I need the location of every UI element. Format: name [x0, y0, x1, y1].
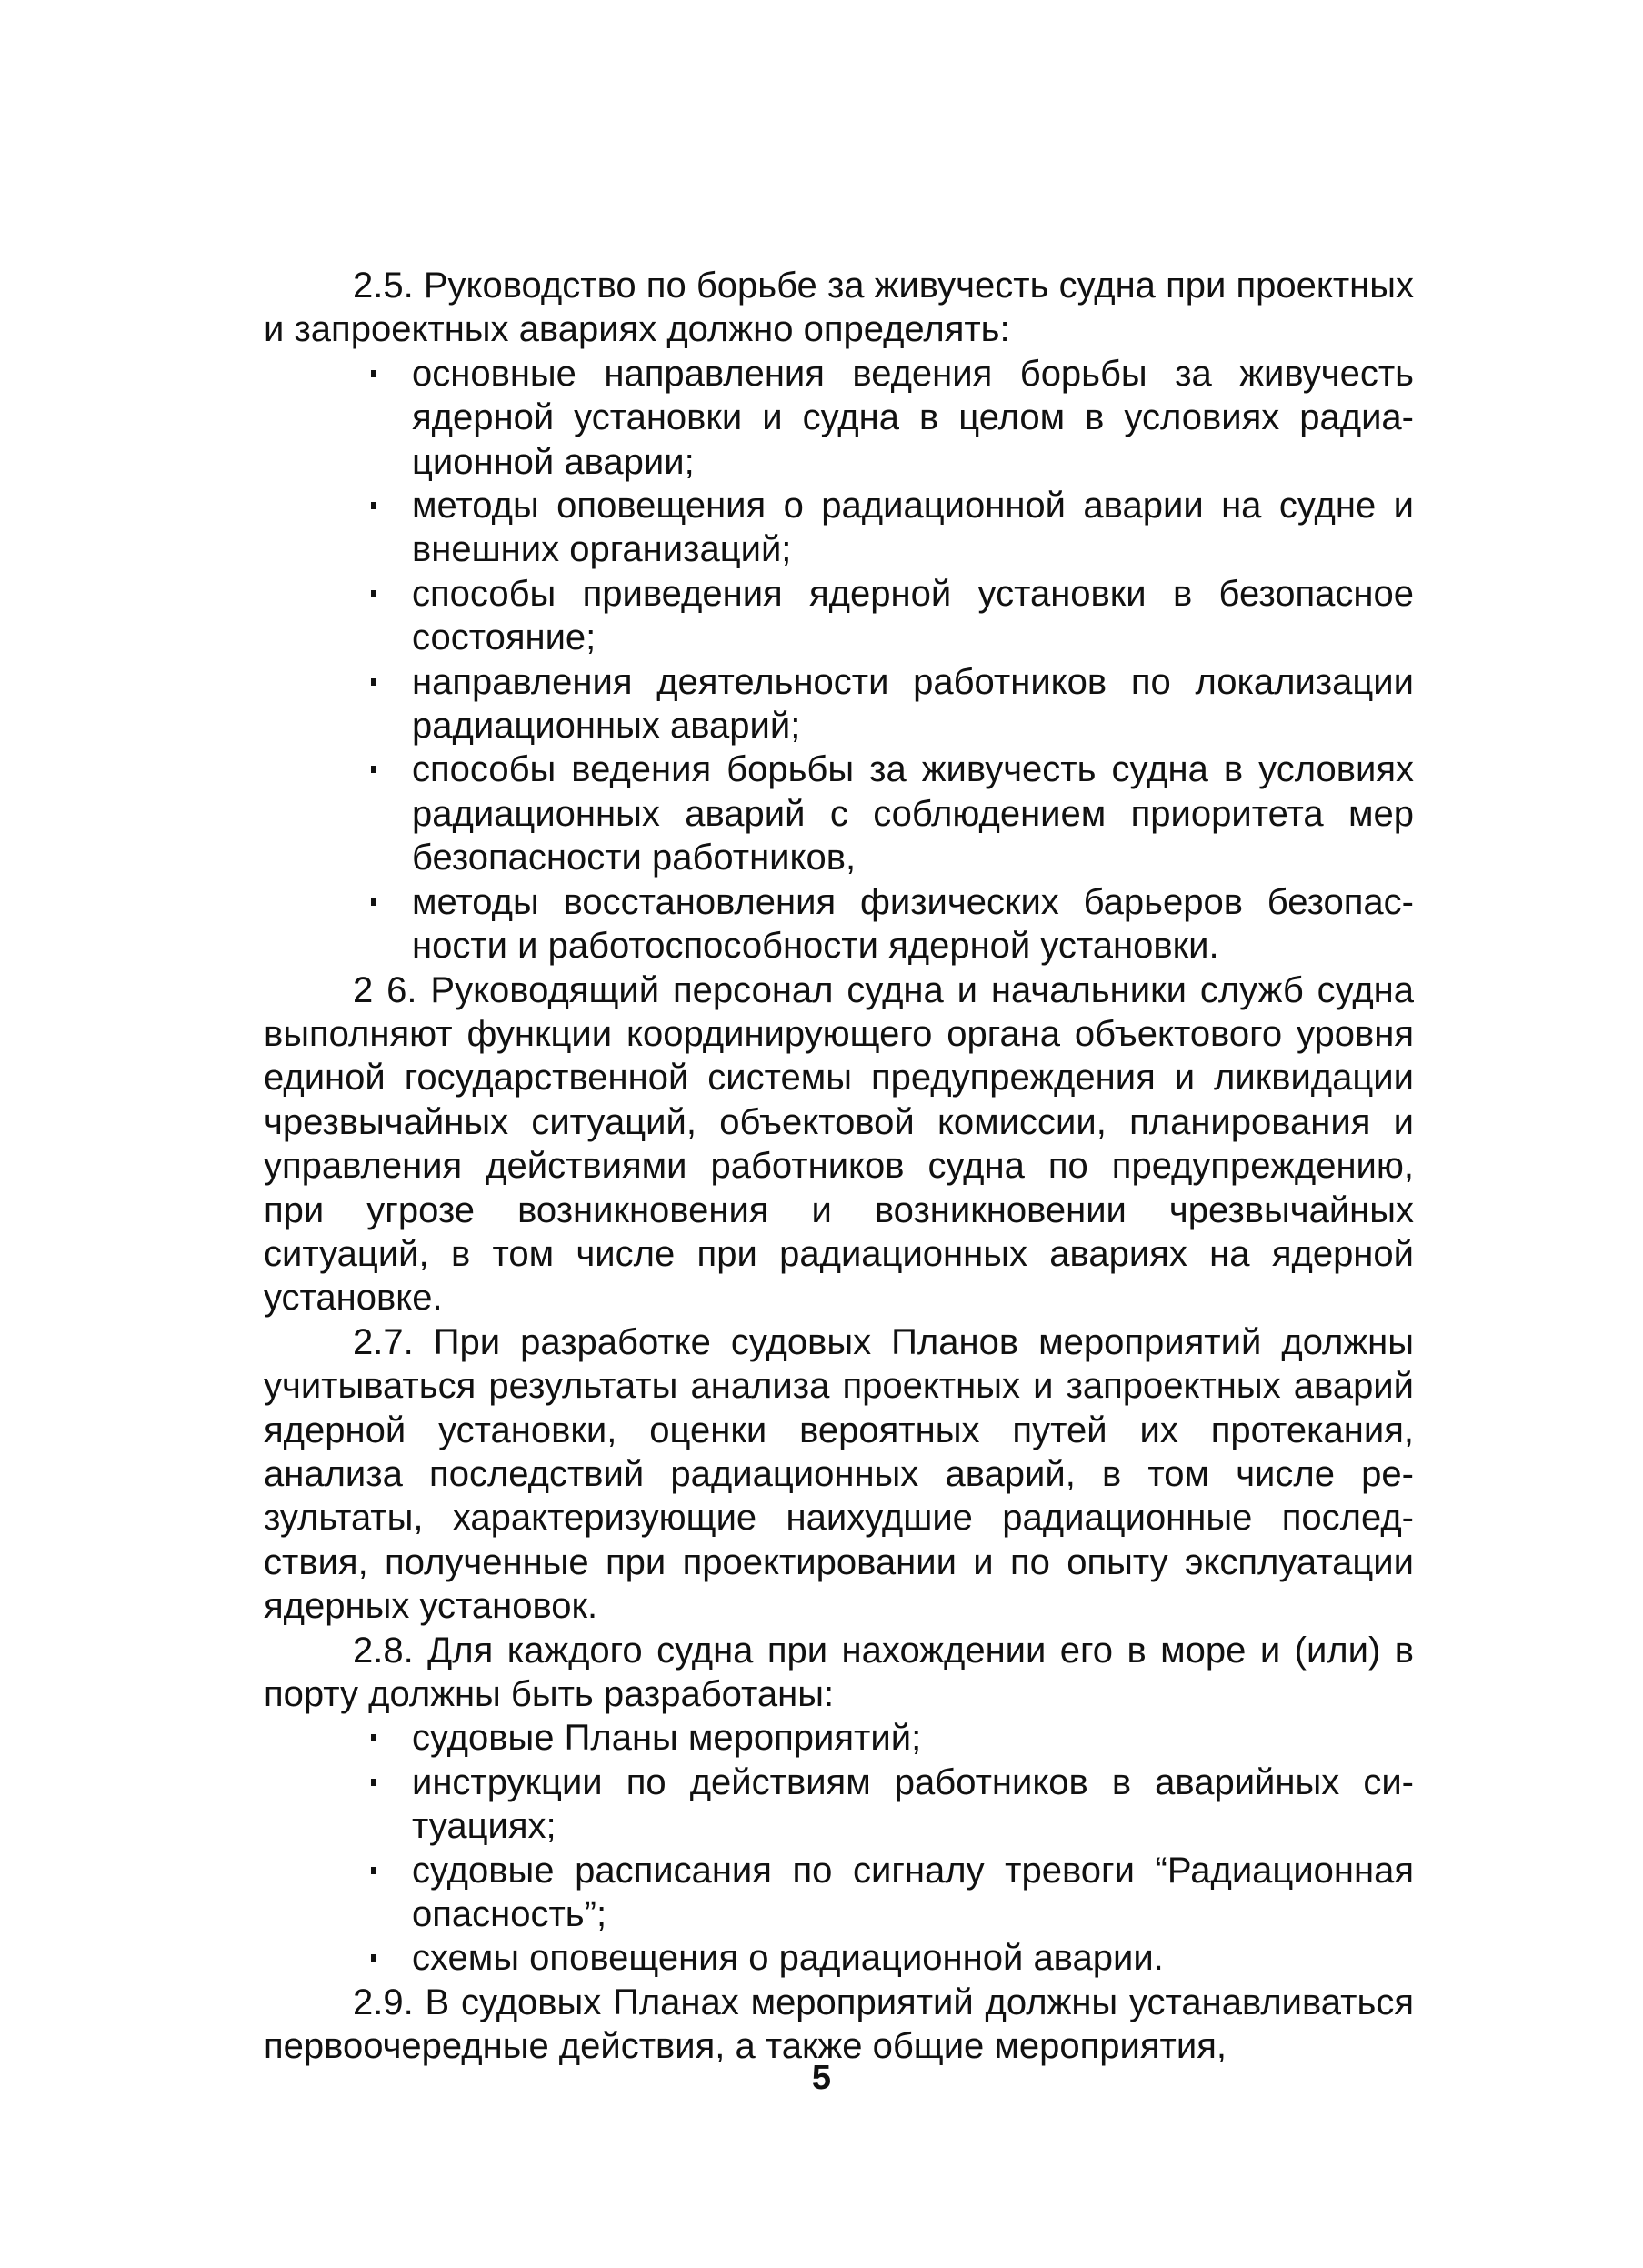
- paragraph-2-6: 2 6. Руководящий персонал судна и начальники служб судна выполняют функции координирующего органа объектового уровня единой государственной системы предупреждения и ликвидации чрезвычайных ситуаций, объектовой комиссии, планирования и управления действиями работников судна по предупреждению, при угрозе возникновения и возникновении чрезвычайных ситуаций, в том числе при радиационных авариях на ядерной установке.: [264, 969, 1414, 1319]
- list-item: [412, 572, 1414, 660]
- page-number: 5: [811, 2059, 832, 2097]
- bullet-icon: [371, 1954, 376, 1962]
- list-item-text: судовые Планы мероприятий;: [412, 1718, 922, 1759]
- list-item-text: способы приведения ядерной установки в безопасное состояние;: [412, 573, 1414, 658]
- paragraph-2-9: 2.9. В судовых Планах мероприятий должны устанавливаться первоочередные действия, а также общие мероприятия,: [264, 1982, 1414, 2067]
- list-item-text: схемы оповещения о радиационной аварии.: [412, 1938, 1164, 1979]
- paragraph-2-7: 2.7. При разработке судовых Планов мероприятий должны учитываться результаты анализа проектных и запроектных аварий ядерной установки, оценки вероятных путей их протекания, анализа последствий радиационных аварий, в том числе результаты, характеризующие наихудшие радиационные последствия, полученные при проектировании и по опыту эксплуатации ядерных установок.: [264, 1321, 1414, 1627]
- list-item: [412, 484, 1414, 572]
- list-item: [412, 1936, 1414, 1980]
- bullet-icon: [371, 1779, 376, 1786]
- list-item: [412, 1761, 1414, 1849]
- bullet-icon: [371, 590, 376, 597]
- list-item-text: методы оповещения о радиационной аварии на судне и внешних организаций;: [412, 486, 1414, 570]
- list-item: [412, 660, 1414, 748]
- list-item-text: методы восстановления физических барьеров безопасности и работоспособности ядерной установки.: [412, 881, 1414, 967]
- bullet-icon: [371, 898, 376, 906]
- list-2-8: [264, 1716, 1414, 1980]
- list-item-text: судовые расписания по сигналу тревоги “Радиационная опасность”;: [412, 1850, 1414, 1935]
- paragraph-2-5: 2.5. Руководство по борьбе за живучесть судна при проектных и запроектных авариях должно определять:: [264, 266, 1414, 350]
- list-item-text: основные направления ведения борьбы за живучесть ядерной установки и судна в целом в условиях радиационной аварии;: [412, 353, 1414, 482]
- list-item-text: способы ведения борьбы за живучесть судна в условиях радиационных аварий с соблюдением приоритета мер безопасности работников,: [412, 749, 1414, 878]
- bullet-icon: [371, 1734, 376, 1741]
- document-body: [264, 264, 1414, 2069]
- list-item: [412, 352, 1414, 484]
- list-item-text: инструкции по действиям работников в аварийных ситуациях;: [412, 1761, 1414, 1847]
- bullet-icon: [371, 502, 376, 509]
- list-item: [412, 880, 1414, 968]
- paragraph-2-8: 2.8. Для каждого судна при нахождении его в море и (или) в порту должны быть разработаны:: [264, 1630, 1414, 1714]
- bullet-icon: [371, 370, 376, 377]
- bullet-icon: [371, 678, 376, 686]
- bullet-icon: [371, 1867, 376, 1874]
- list-item: [412, 1716, 1414, 1760]
- list-item-text: направления деятельности работников по локализации радиационных аварий;: [412, 661, 1414, 747]
- bullet-icon: [371, 766, 376, 773]
- list-item: [412, 748, 1414, 879]
- list-item: [412, 1849, 1414, 1937]
- list-2-5: [264, 352, 1414, 968]
